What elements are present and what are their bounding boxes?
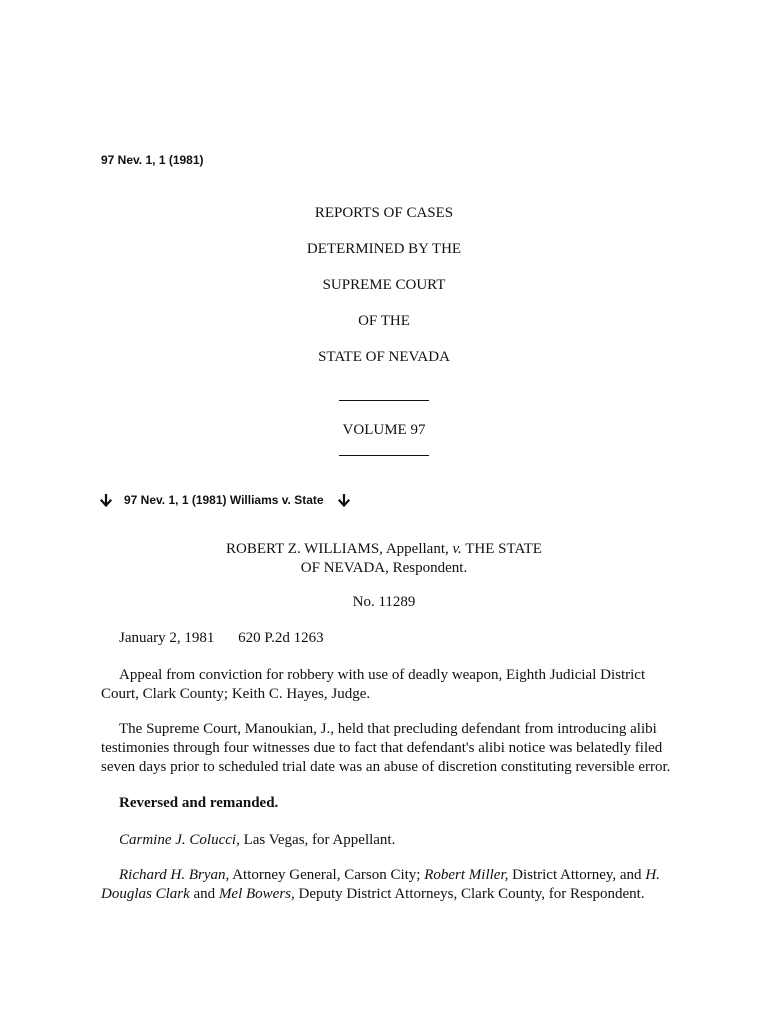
decision-date: January 2, 1981 — [119, 630, 215, 646]
heading-line-2: DETERMINED BY THE — [306, 241, 462, 257]
divider-rule-bottom — [339, 455, 429, 456]
appellant-text: ROBERT Z. WILLIAMS, Appellant, — [226, 541, 453, 557]
respondent-counsel — [101, 866, 671, 904]
divider-rule-top — [339, 400, 429, 401]
counsel-name-bryan: Richard H. Bryan, — [119, 867, 230, 883]
volume-label: VOLUME 97 — [342, 422, 426, 438]
state-text: THE STATE — [461, 541, 542, 557]
appellant-counsel-name: Carmine J. Colucci, — [119, 832, 240, 848]
appeal-paragraph: Appeal from conviction for robbery with use of deadly weapon, Eighth Judicial District Court, Clark County; Keith C. Hayes, Judge. — [101, 667, 646, 702]
case-header-title: 97 Nev. 1, 1 (1981) Williams v. State — [124, 493, 324, 507]
counsel-text-2: District Attorney, and — [508, 867, 646, 883]
docket-number: No. 11289 — [352, 594, 416, 610]
down-arrow-icon — [338, 494, 350, 507]
counsel-text-3: and — [189, 886, 219, 902]
counsel-name-clark: H. Douglas Clark — [101, 867, 660, 902]
date-citation-line — [101, 629, 671, 648]
heading-line-5: STATE OF NEVADA — [318, 349, 450, 365]
heading-line-4: OF THE — [358, 313, 410, 329]
counsel-text-1: Attorney General, Carson City; — [229, 867, 425, 883]
parties-line-1 — [0, 540, 768, 559]
heading-line-3: SUPREME COURT — [322, 277, 446, 293]
counsel-name-bowers: Mel Bowers, — [218, 886, 295, 902]
versus-text: v. — [452, 541, 462, 557]
parties-line-2: OF NEVADA, Respondent. — [300, 560, 468, 576]
appellant-counsel — [101, 831, 671, 850]
counsel-name-miller: Robert Miller, — [424, 867, 509, 883]
parties-block — [0, 540, 768, 578]
heading-line-1: REPORTS OF CASES — [314, 205, 454, 221]
disposition: Reversed and remanded. — [119, 795, 279, 811]
case-header — [100, 493, 350, 507]
holding-paragraph: The Supreme Court, Manoukian, J., held that precluding defendant from introducing alibi testimonies through four witnesses due to fact that defendant's alibi notice was belatedly filed seven days prior to scheduled trial date was an abuse of discretion constituting reversible error. — [101, 721, 671, 775]
appellant-counsel-text: Las Vegas, for Appellant. — [239, 832, 396, 848]
counsel-text-4: Deputy District Attorneys, Clark County, for Respondent. — [294, 886, 645, 902]
citation-top: 97 Nev. 1, 1 (1981) — [101, 153, 204, 167]
down-arrow-icon — [100, 494, 112, 507]
reporter-citation: 620 P.2d 1263 — [238, 630, 324, 646]
